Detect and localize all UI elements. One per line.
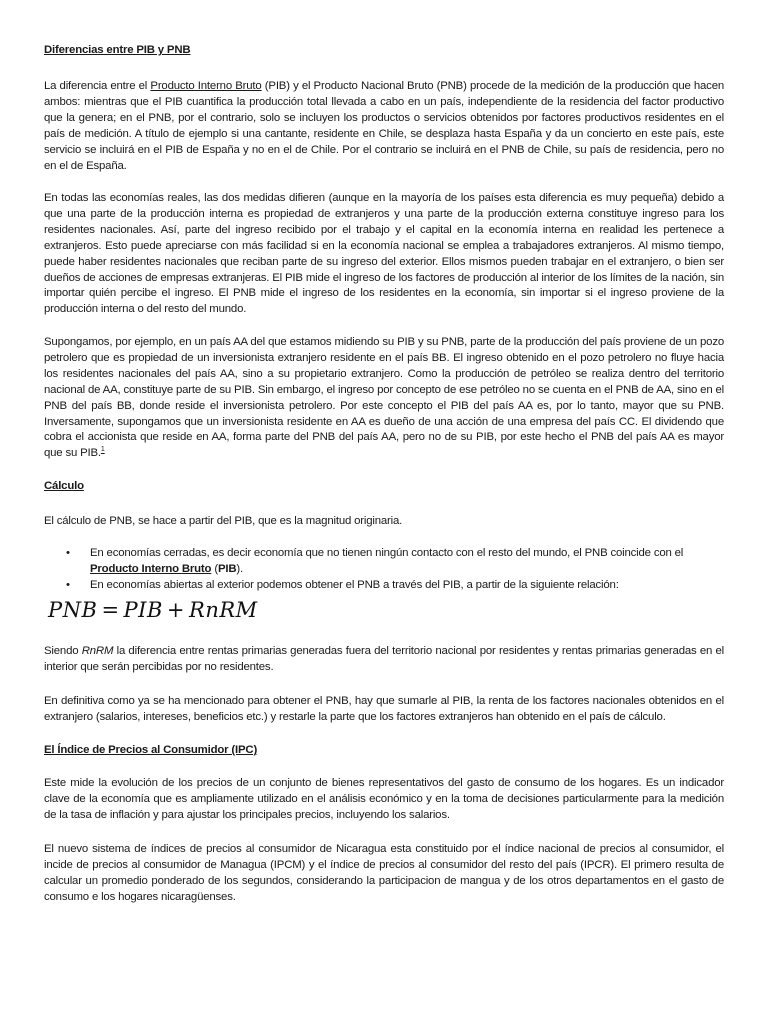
siendo-pre: Siendo bbox=[44, 645, 82, 657]
bullet1-post: ). bbox=[236, 562, 243, 575]
paragraph-en-definitiva: En definitiva como ya se ha mencionado para obtener el PNB, hay que sumarle al PIB, la renta de los factores nacionales obtenidos en el extranjero (salarios, intereses, beneficios etc.) y restarle la parte que los factores extranjeros han obtenido en el país de cálculo. bbox=[44, 695, 724, 723]
paragraph-ejemplo-text: Supongamos, por ejemplo, en un país AA del que estamos midiendo su PIB y su PNB, parte de la producción del país proviene de un pozo petrolero que es propiedad de un inversionista extranjero residente en el país BB. El ingreso obtenido en el pozo petrolero no fluye hacia los residentes nacionales del país AA, sino a su propietario extranjero. Como la producción de petróleo se realiza dentro del territorio nacional de AA, constituye parte de su PIB. Sin embargo, el ingreso por concepto de ese petróleo no se cuenta en el PNB de AA, sino en el PNB del país BB, donde reside el inversionista petrolero. Por este concepto el PIB del país AA es, por lo tanto, mayor que su PNB. Inversamente, supongamos que un inversionista residente en AA es dueño de una acción de una empresa del país CC. El dividendo que cobra el accionista que reside en AA, forma parte del PNB del país AA, pero no de su PIB, por este hecho el PNB del país AA es mayor que su PIB. bbox=[44, 336, 724, 460]
heading-calculo: Cálculo bbox=[44, 480, 84, 492]
list-item-economias-cerradas bbox=[44, 546, 724, 578]
bullet1-bold-pib: PIB bbox=[217, 562, 237, 575]
footnote-ref-1[interactable]: 1 bbox=[100, 446, 105, 454]
formula-term-pib: PIB bbox=[123, 598, 163, 622]
paragraph-diferencia-intro-post: (PIB) y el Producto Nacional Bruto (PNB) procede de la medición de la producción que hacen ambos: mientras que el PIB cuantifica la producción total llevada a cabo en un país, independiente de la residencia del factor productivo que la genera; en el PNB, por el contrario, solo se incluyen los productos o servicios obtenidos por factores productivos residentes en el país de medición. A título de ejemplo si una cantante, residente en Chile, se desplaza hasta España y da un concierto en este país, este servicio se incluirá en el PIB de España y no en el de Chile. Por el contrario se incluirá en el PNB de Chile, su país de residencia, pero no en el de España. bbox=[44, 80, 725, 172]
formula-equals: = bbox=[101, 598, 120, 622]
formula-term-rnrm: RnRM bbox=[189, 598, 258, 622]
paragraph-ipc-nicaragua: El nuevo sistema de índices de precios al consumidor de Nicaragua esta constituido por el índice nacional de precios al consumidor, el incide de precios al consumidor de Managua (IPCM) y el índice de precios al consumidor del resto del país (IPCR). El primero resulta de calcular un promedio ponderado de los segundos, considerando la participacion de mangua y de los otros departamentos en el gasto de consumo e los hogares nicaragüenses. bbox=[44, 843, 724, 903]
paragraph-ipc-definicion: Este mide la evolución de los precios de un conjunto de bienes representativos del gasto de consumo de los hogares. Es un indicador clave de la economía que es ampliamente utilizado en el análisis económico y en la toma de decisiones particularmente para la medición de la tasa de inflación y para ajustar los principales precios, incluyendo los salarios. bbox=[44, 777, 724, 821]
paragraph-siendo-rnrm bbox=[44, 644, 724, 676]
formula-plus: + bbox=[166, 598, 186, 622]
paragraph-calculo-intro: El cálculo de PNB, se hace a partir del PIB, que es la magnitud originaria. bbox=[44, 515, 403, 527]
siendo-term: RnRM bbox=[81, 645, 114, 657]
bullet2-text: En economías abiertas al exterior podemos obtener el PNB a través del PIB, a partir de la siguiente relación: bbox=[90, 578, 619, 591]
heading-ipc: El Índice de Precios al Consumidor (IPC) bbox=[44, 744, 258, 756]
bullet-icon: • bbox=[66, 578, 70, 591]
bullet-list-calculo bbox=[44, 546, 724, 594]
bullet-icon: • bbox=[66, 547, 70, 559]
paragraph-diferencia-intro-pre: La diferencia entre el bbox=[44, 80, 151, 92]
paragraph-ejemplo-pais-aa bbox=[44, 335, 724, 462]
paragraph-diferencia-intro bbox=[44, 79, 724, 174]
list-item-economias-abiertas bbox=[44, 578, 724, 594]
bullet1-mid: ( bbox=[211, 562, 218, 575]
paragraph-economias-reales: En todas las economías reales, las dos medidas difieren (aunque en la mayoría de los países esta diferencia es muy pequeña) debido a que una parte de la producción interna es propiedad de extranjeros y una parte de la producción externa constituye ingreso para los residentes nacionales. Así, parte del ingreso recibido por el trabajo y el capital en la economía interna en realidad les pertenece a extranjeros. Esto puede apreciarse con más facilidad si en la economía nacional se emplea a trabajadores extranjeros. Al mismo tiempo, puede haber residentes nacionales que reciban parte de su ingreso del exterior. Ellos mismos pueden trabajar en el extranjero, o bien ser dueños de acciones de empresas extranjeras. El PIB mide el ingreso de los factores de producción al interior de los límites de la nación, sin importar quién percibe el ingreso. El PNB mide el ingreso de los residentes en la economía, sin importar si el ingreso proviene de la producción interna o del resto del mundo. bbox=[44, 192, 724, 316]
formula-lhs: PNB bbox=[48, 598, 98, 622]
heading-diferencias: Diferencias entre PIB y PNB bbox=[44, 44, 191, 56]
bullet1-pre: En economías cerradas, es decir economía que no tienen ningún contacto con el resto del mundo, el PNB coincide con el bbox=[90, 547, 684, 559]
link-producto-interno-bruto-2[interactable]: Producto Interno Bruto bbox=[90, 562, 212, 575]
link-producto-interno-bruto[interactable]: Producto Interno Bruto bbox=[150, 80, 262, 92]
formula-pnb bbox=[48, 598, 258, 622]
siendo-post: la diferencia entre rentas primarias generadas fuera del territorio nacional por residentes y rentas primarias generadas en el interior que serán percibidas por no residentes. bbox=[44, 645, 724, 673]
